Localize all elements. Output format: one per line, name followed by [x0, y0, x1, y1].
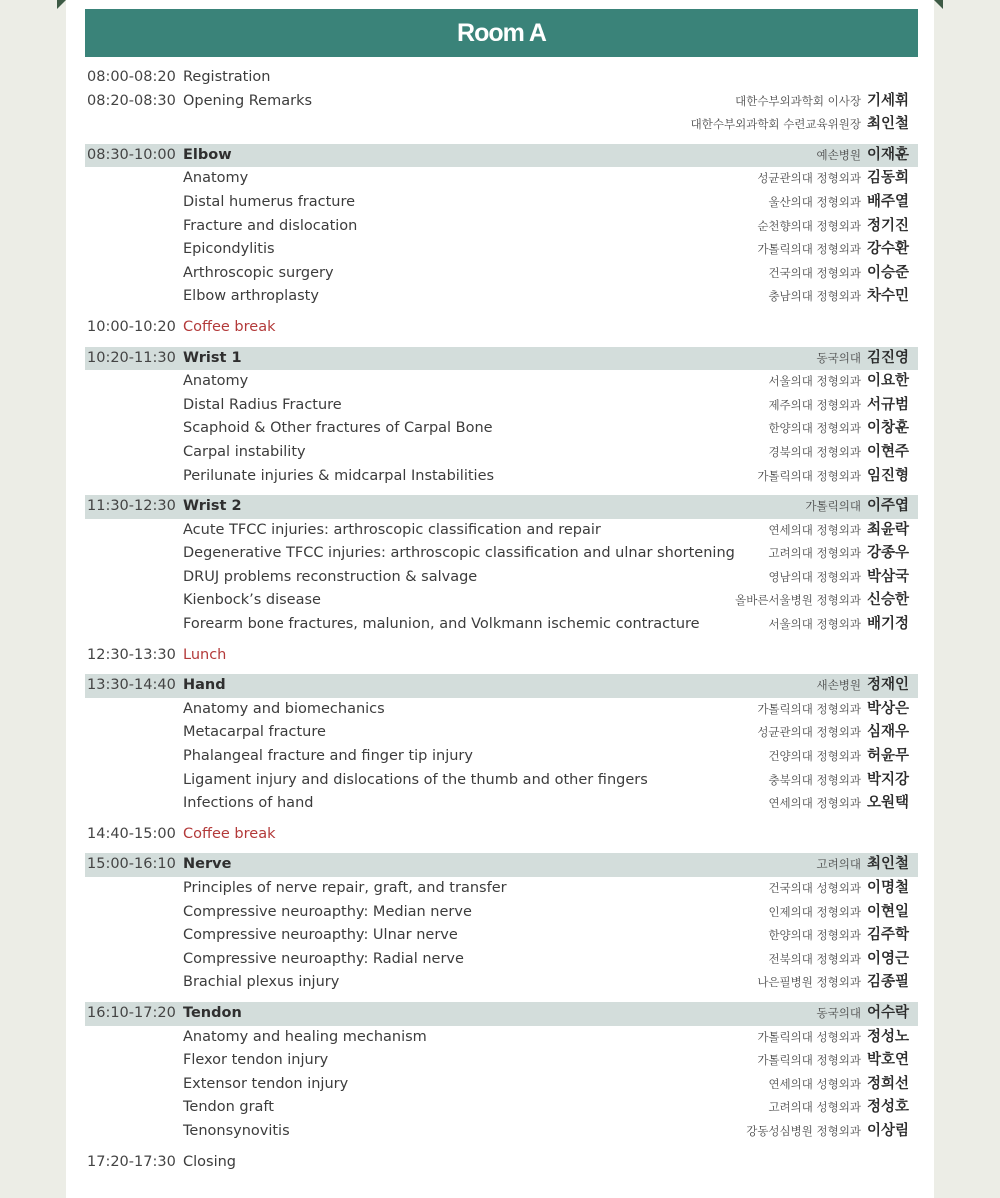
- speaker: [757, 698, 909, 722]
- schedule-row: [85, 66, 918, 90]
- schedule-row: [85, 721, 918, 745]
- speaker: [768, 1096, 909, 1120]
- speaker-affiliation: 예손병원: [816, 147, 861, 162]
- time-slot: 15:00-16:10: [87, 856, 176, 873]
- lecture-title: Acute TFCC injuries: arthroscopic classification and repair: [183, 521, 601, 538]
- speaker-name: 이명철: [866, 880, 909, 896]
- schedule-table: [85, 66, 918, 1174]
- speaker: [768, 417, 909, 441]
- speaker-affiliation: 충남의대 정형외과: [768, 289, 861, 304]
- session-header-row: [85, 495, 918, 519]
- time-slot: 17:20-17:30: [87, 1153, 176, 1170]
- speaker: [757, 1049, 909, 1073]
- schedule-row: [85, 566, 918, 590]
- row-spacer: [85, 309, 918, 316]
- time-slot: 10:00-10:20: [87, 318, 176, 335]
- time-slot: 10:20-11:30: [87, 349, 176, 366]
- session-header-row: [85, 853, 918, 877]
- lecture-title: Tendon graft: [183, 1099, 274, 1116]
- speaker-affiliation: 가톨릭의대 정형외과: [757, 701, 861, 716]
- row-spacer: [85, 995, 918, 1002]
- speaker-affiliation: 가톨릭의대 정형외과: [757, 242, 861, 257]
- time-slot: 08:00-08:20: [87, 69, 176, 85]
- speaker-affiliation: 건국의대 성형외과: [768, 881, 861, 895]
- lecture-title: Degenerative TFCC injuries: arthroscopic classification and ulnar shortening: [183, 545, 735, 562]
- speaker-name: 김진영: [866, 349, 909, 366]
- speaker: [757, 167, 909, 191]
- speaker-name: 강종우: [866, 545, 909, 562]
- schedule-row: [85, 417, 918, 441]
- schedule-row: [85, 901, 918, 925]
- time-slot: 08:30-10:00: [87, 146, 176, 163]
- schedule-row: [85, 1120, 918, 1144]
- schedule-row: [85, 167, 918, 191]
- speaker: [757, 721, 909, 745]
- speaker-affiliation: 순천향의대 정형외과: [757, 218, 861, 233]
- schedule-row: [85, 215, 918, 239]
- lecture-title: Opening Remarks: [183, 92, 313, 109]
- lecture-title: Ligament injury and dislocations of the thumb and other fingers: [183, 771, 648, 788]
- speaker-affiliation: 연세의대 정형외과: [768, 522, 861, 537]
- time-slot: 11:30-12:30: [87, 498, 176, 515]
- speaker: [768, 877, 909, 901]
- speaker-name: 신승한: [866, 592, 909, 609]
- session-header-row: [85, 144, 918, 168]
- schedule-row: [85, 613, 918, 637]
- speaker: [768, 948, 909, 972]
- moderator: [817, 347, 909, 371]
- speaker-affiliation: 가톨릭의대 정형외과: [757, 468, 861, 483]
- schedule-row: [85, 394, 918, 418]
- speaker-affiliation: 한양의대 정형외과: [768, 421, 861, 436]
- speaker-name: 이상림: [866, 1122, 909, 1139]
- schedule-row: [85, 370, 918, 394]
- lecture-title: Kienbock’s disease: [183, 592, 321, 609]
- speaker-name: 최인철: [866, 856, 909, 873]
- row-spacer: [85, 667, 918, 674]
- lecture-title: Brachial plexus injury: [183, 974, 340, 991]
- session-header-row: [85, 347, 918, 371]
- corner-triangle-left: [57, 0, 66, 9]
- speaker-name: 김주학: [866, 927, 909, 944]
- speaker-name: 이요한: [866, 373, 909, 390]
- time-slot: 14:40-15:00: [87, 825, 176, 842]
- speaker-affiliation: 충북의대 정형외과: [768, 772, 861, 787]
- schedule-row: [85, 1151, 918, 1175]
- speaker-affiliation: 대한수부외과학회 이사장: [735, 93, 861, 108]
- row-spacer: [85, 816, 918, 823]
- schedule-row: [85, 113, 918, 137]
- speaker-name: 김종필: [866, 974, 909, 991]
- session-title: Elbow: [183, 146, 232, 163]
- speaker-name: 최인철: [866, 116, 909, 133]
- lecture-title: Carpal instability: [183, 443, 306, 460]
- lecture-title: Fracture and dislocation: [183, 217, 358, 234]
- lecture-title: Closing: [183, 1153, 237, 1170]
- lecture-title: Epicondylitis: [183, 241, 275, 258]
- speaker: [768, 262, 909, 286]
- speaker-name: 김동희: [866, 170, 909, 187]
- speaker-affiliation: 인제의대 정형외과: [768, 904, 861, 919]
- time-slot: 13:30-14:40: [87, 677, 176, 694]
- speaker-affiliation: 나은필병원 정형외과: [757, 975, 861, 990]
- speaker: [768, 394, 909, 418]
- speaker-name: 최윤락: [866, 521, 909, 538]
- speaker: [768, 519, 909, 543]
- speaker: [757, 238, 909, 262]
- speaker: [768, 441, 909, 465]
- speaker-name: 오원택: [866, 795, 909, 812]
- speaker-affiliation: 올바른서울병원 정형외과: [735, 593, 861, 608]
- speaker: [757, 215, 909, 239]
- speaker-affiliation: 한양의대 정형외과: [768, 928, 861, 943]
- schedule-row: [85, 589, 918, 613]
- room-header: [85, 9, 918, 57]
- speaker-name: 박상은: [866, 700, 909, 717]
- speaker: [768, 613, 909, 637]
- break-row: [85, 644, 918, 668]
- speaker-affiliation: 제주의대 정형외과: [768, 397, 861, 412]
- lecture-title: Principles of nerve repair, graft, and transfer: [183, 880, 507, 896]
- row-spacer: [85, 137, 918, 144]
- speaker: [768, 191, 909, 215]
- session-title: Nerve: [183, 856, 232, 873]
- schedule-row: [85, 90, 918, 114]
- speaker-name: 이영근: [866, 950, 909, 967]
- lecture-title: Flexor tendon injury: [183, 1052, 329, 1069]
- schedule-row: [85, 948, 918, 972]
- lecture-title: Forearm bone fractures, malunion, and Volkmann ischemic contracture: [183, 616, 700, 633]
- speaker-affiliation: 영남의대 정형외과: [768, 569, 861, 584]
- speaker: [768, 901, 909, 925]
- speaker: [746, 1120, 909, 1144]
- break-label: Lunch: [183, 646, 227, 663]
- speaker: [757, 1026, 909, 1050]
- speaker: [768, 566, 909, 590]
- speaker-name: 차수민: [866, 288, 909, 305]
- speaker-name: 이현일: [866, 903, 909, 920]
- speaker: [768, 1073, 909, 1097]
- corner-triangle-right: [934, 0, 943, 9]
- lecture-title: Anatomy and healing mechanism: [183, 1028, 427, 1045]
- break-row: [85, 823, 918, 847]
- speaker-affiliation: 전북의대 정형외과: [768, 951, 861, 966]
- speaker-name: 이재훈: [866, 146, 909, 163]
- lecture-title: Extensor tendon injury: [183, 1075, 349, 1092]
- speaker-affiliation: 강동성심병원 정형외과: [746, 1123, 861, 1138]
- speaker-affiliation: 동국의대: [816, 1005, 861, 1020]
- speaker: [768, 285, 909, 309]
- speaker: [735, 589, 909, 613]
- session-title: Wrist 2: [183, 498, 242, 515]
- lecture-title: Distal Radius Fracture: [183, 396, 342, 413]
- row-spacer: [85, 1144, 918, 1151]
- lecture-title: Metacarpal fracture: [183, 724, 326, 741]
- speaker-name: 강수환: [866, 241, 909, 258]
- speaker-name: 이주엽: [866, 498, 909, 515]
- schedule-row: [85, 698, 918, 722]
- speaker-name: 정기진: [866, 217, 909, 234]
- session-header-row: [85, 674, 918, 698]
- lecture-title: Perilunate injuries & midcarpal Instabilities: [183, 467, 495, 484]
- lecture-title: Distal humerus fracture: [183, 193, 356, 210]
- time-slot: 12:30-13:30: [87, 646, 176, 663]
- schedule-row: [85, 191, 918, 215]
- speaker: [768, 542, 909, 566]
- session-title: Tendon: [183, 1004, 242, 1021]
- break-row: [85, 316, 918, 340]
- speaker: [768, 745, 909, 769]
- speaker-affiliation: 연세의대 성형외과: [768, 1076, 861, 1091]
- speaker-name: 이창훈: [866, 420, 909, 437]
- speaker-name: 이현주: [866, 443, 909, 460]
- row-spacer: [85, 846, 918, 853]
- speaker-affiliation: 건국의대 정형외과: [768, 265, 861, 280]
- speaker-affiliation: 서울의대 정형외과: [768, 374, 861, 389]
- speaker: [768, 370, 909, 394]
- speaker: [691, 113, 909, 137]
- speaker-name: 서규범: [866, 396, 909, 413]
- speaker-name: 이승준: [866, 264, 909, 281]
- lecture-title: Compressive neuroapthy: Median nerve: [183, 903, 472, 920]
- speaker-name: 배기정: [866, 616, 909, 633]
- row-spacer: [85, 637, 918, 644]
- lecture-title: Scaphoid & Other fractures of Carpal Bone: [183, 420, 493, 437]
- speaker: [735, 90, 909, 114]
- speaker-name: 기세휘: [866, 92, 909, 109]
- schedule-row: [85, 238, 918, 262]
- speaker-affiliation: 가톨릭의대 성형외과: [757, 1029, 861, 1044]
- schedule-row: [85, 441, 918, 465]
- lecture-title: Phalangeal fracture and finger tip injury: [183, 748, 473, 765]
- schedule-row: [85, 924, 918, 948]
- break-label: Coffee break: [183, 825, 276, 842]
- schedule-row: [85, 1026, 918, 1050]
- speaker-name: 배주열: [866, 193, 909, 210]
- moderator: [817, 674, 909, 698]
- schedule-row: [85, 262, 918, 286]
- speaker: [768, 792, 909, 816]
- lecture-title: Anatomy: [183, 373, 249, 390]
- speaker-affiliation: 성균관의대 정형외과: [757, 171, 861, 186]
- speaker-affiliation: 가톨릭의대 정형외과: [757, 1053, 861, 1068]
- session-header-row: [85, 1002, 918, 1026]
- speaker-name: 정성호: [866, 1099, 909, 1116]
- speaker-affiliation: 성균관의대 정형외과: [757, 725, 861, 740]
- schedule-row: [85, 542, 918, 566]
- speaker: [757, 465, 909, 489]
- speaker-name: 임진형: [866, 467, 909, 484]
- lecture-title: Anatomy: [183, 170, 249, 187]
- row-spacer: [85, 488, 918, 495]
- speaker-affiliation: 건양의대 정형외과: [768, 749, 861, 764]
- speaker-affiliation: 가톨릭의대: [805, 499, 861, 514]
- moderator: [817, 144, 909, 168]
- schedule-row: [85, 1049, 918, 1073]
- lecture-title: Elbow arthroplasty: [183, 288, 319, 305]
- schedule-row: [85, 792, 918, 816]
- speaker-name: 정희선: [866, 1075, 909, 1092]
- schedule-row: [85, 465, 918, 489]
- row-spacer: [85, 340, 918, 347]
- schedule-row: [85, 769, 918, 793]
- speaker-affiliation: 연세의대 정형외과: [768, 796, 861, 811]
- speaker-affiliation: 고려의대: [816, 857, 861, 872]
- lecture-title: Infections of hand: [183, 795, 314, 812]
- schedule-row: [85, 519, 918, 543]
- speaker-name: 박지강: [866, 771, 909, 788]
- schedule-row: [85, 1096, 918, 1120]
- speaker-name: 박삼국: [866, 568, 909, 585]
- speaker: [757, 971, 909, 995]
- speaker-affiliation: 서울의대 정형외과: [768, 617, 861, 632]
- session-title: Wrist 1: [183, 349, 242, 366]
- moderator: [817, 853, 909, 877]
- speaker-affiliation: 대한수부외과학회 수련교육위원장: [690, 117, 861, 132]
- speaker-affiliation: 울산의대 정형외과: [768, 194, 861, 209]
- lecture-title: Compressive neuroapthy: Radial nerve: [183, 950, 464, 967]
- moderator: [817, 1002, 909, 1026]
- speaker-name: 어수락: [866, 1004, 909, 1021]
- break-label: Coffee break: [183, 318, 276, 335]
- lecture-title: Arthroscopic surgery: [183, 264, 334, 281]
- time-slot: 08:20-08:30: [87, 92, 176, 109]
- speaker-name: 박호연: [866, 1052, 909, 1069]
- schedule-row: [85, 745, 918, 769]
- speaker-affiliation: 경북의대 정형외과: [768, 444, 861, 459]
- session-title: Hand: [183, 677, 226, 694]
- lecture-title: DRUJ problems reconstruction & salvage: [183, 568, 478, 585]
- schedule-row: [85, 971, 918, 995]
- speaker-affiliation: 고려의대 성형외과: [768, 1100, 861, 1115]
- room-title: Room A: [457, 18, 546, 47]
- speaker-name: 정성노: [866, 1028, 909, 1045]
- time-slot: 16:10-17:20: [87, 1004, 176, 1021]
- moderator: [805, 495, 909, 519]
- speaker-name: 심재우: [866, 724, 909, 741]
- lecture-title: Tenonsynovitis: [183, 1122, 290, 1139]
- schedule-row: [85, 1073, 918, 1097]
- speaker-affiliation: 새손병원: [816, 678, 861, 693]
- speaker: [768, 769, 909, 793]
- lecture-title: Compressive neuroapthy: Ulnar nerve: [183, 927, 458, 944]
- speaker-affiliation: 고려의대 정형외과: [768, 546, 861, 561]
- speaker-name: 정재인: [866, 677, 909, 694]
- speaker-affiliation: 동국의대: [816, 350, 861, 365]
- speaker-name: 허윤무: [866, 748, 909, 765]
- lecture-title: Registration: [183, 69, 271, 85]
- schedule-row: [85, 877, 918, 901]
- schedule-row: [85, 285, 918, 309]
- lecture-title: Anatomy and biomechanics: [183, 700, 385, 717]
- speaker: [768, 924, 909, 948]
